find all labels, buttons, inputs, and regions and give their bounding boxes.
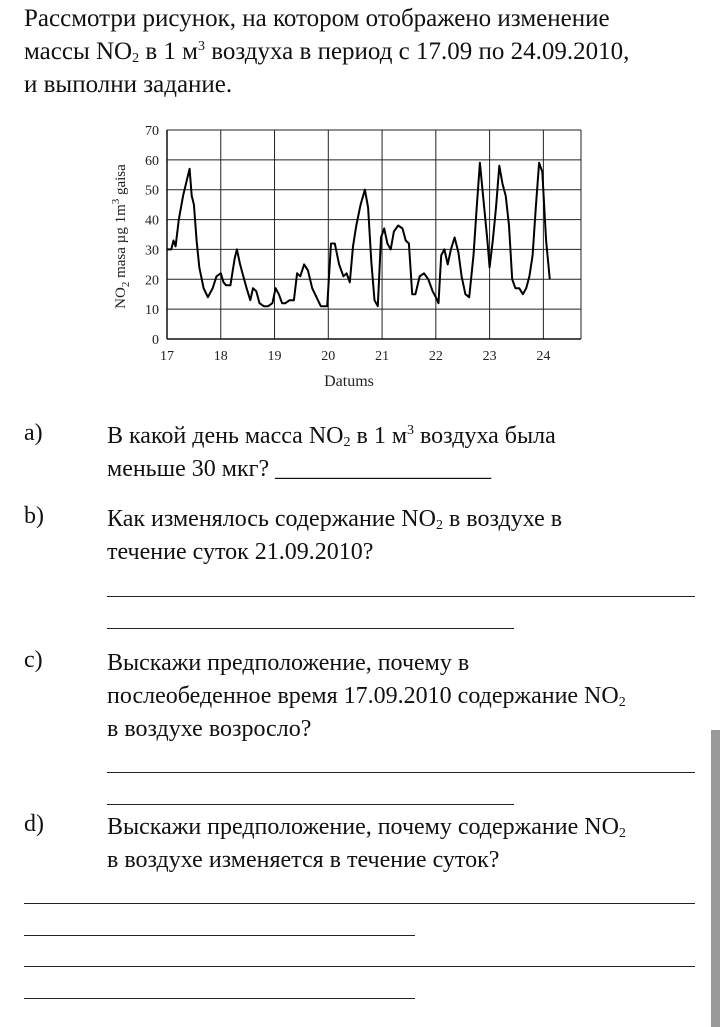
y-tick-label: 20 [145, 273, 159, 289]
subscript: 2 [132, 51, 140, 66]
intro-text [24, 2, 704, 101]
no2-chart [100, 112, 600, 397]
question-a [107, 420, 707, 486]
chart-svg [100, 112, 600, 397]
question-b-line-2: течение суток 21.09.2010? [107, 539, 374, 565]
intro-line-2-part: массы NO [24, 38, 133, 65]
question-a-line-2: меньше 30 мкг? __________________ [107, 456, 492, 482]
x-tick-label: 23 [482, 349, 497, 364]
intro-line-3: и выполни задание. [24, 71, 233, 98]
x-tick-label: 21 [375, 349, 390, 364]
x-tick-label: 19 [267, 349, 282, 364]
subscript: 2 [618, 695, 626, 710]
intro-line-2 [24, 35, 704, 68]
answer-line-b-1[interactable] [107, 596, 695, 597]
y-tick-label: 70 [145, 124, 159, 139]
question-c-line-2 [107, 680, 707, 713]
question-d-line-1 [107, 811, 707, 844]
answer-line-d-4[interactable] [24, 998, 415, 999]
answer-line-c-1[interactable] [107, 772, 695, 773]
x-tick-label: 24 [536, 349, 551, 364]
question-d-letter: d) [24, 811, 44, 837]
y-tick-label: 30 [145, 243, 159, 259]
answer-line-b-2[interactable] [107, 628, 514, 629]
y-tick-label: 40 [145, 213, 159, 229]
question-text-part: в воздухе в [442, 506, 563, 532]
answer-line-c-2[interactable] [107, 804, 514, 805]
question-text-part: в 1 м [350, 423, 408, 449]
x-tick-label: 18 [213, 349, 228, 364]
answer-line-d-3[interactable] [24, 966, 695, 967]
question-c-letter: c) [24, 647, 43, 673]
intro-line-1: Рассмотри рисунок, на котором отображено изменение [24, 5, 610, 32]
question-b-line-1 [107, 503, 707, 536]
subscript: 2 [343, 435, 351, 450]
intro-line-2-part: воздуха в период с 17.09 по 24.09.2010, [204, 38, 630, 65]
y-tick-label: 10 [145, 303, 159, 319]
x-axis-label: Datums [324, 373, 374, 390]
no2-series-line [167, 163, 550, 306]
question-d-line-2: в воздухе изменяется в течение суток? [107, 847, 500, 873]
superscript: 3 [407, 423, 415, 438]
y-axis-label: $NO_2$ masa µg $1m^3$ gaisa [110, 164, 132, 309]
y-tick-label: 0 [152, 333, 159, 348]
subscript: 2 [435, 518, 443, 533]
y-tick-label: 50 [145, 183, 159, 199]
question-a-letter: a) [24, 420, 43, 446]
x-tick-label: 17 [160, 349, 174, 364]
question-text-part: воздуха была [414, 423, 556, 449]
question-b-letter: b) [24, 503, 44, 529]
question-a-line-1 [107, 420, 707, 453]
question-c [107, 647, 707, 746]
x-tick-label: 20 [321, 349, 336, 364]
intro-line-2-part: в 1 м [139, 38, 198, 65]
question-text-part: послеобеденное время 17.09.2010 содержание NO [107, 683, 619, 709]
answer-line-d-1[interactable] [24, 903, 695, 904]
answer-line-d-2[interactable] [24, 935, 415, 936]
question-text-part: Как изменялось содержание NO [107, 506, 436, 532]
x-tick-label: 22 [428, 349, 443, 364]
question-c-line-3: в воздухе возросло? [107, 716, 312, 742]
question-text-part: Выскажи предположение, почему содержание NO [107, 814, 619, 840]
subscript: 2 [618, 826, 626, 841]
y-tick-label: 60 [145, 153, 159, 169]
question-c-line-1: Выскажи предположение, почему в [107, 650, 470, 676]
superscript: 3 [197, 39, 205, 54]
scrollbar[interactable] [711, 730, 720, 1027]
question-text-part: В какой день масса NO [107, 423, 344, 449]
question-b [107, 503, 707, 569]
question-d [107, 811, 707, 877]
